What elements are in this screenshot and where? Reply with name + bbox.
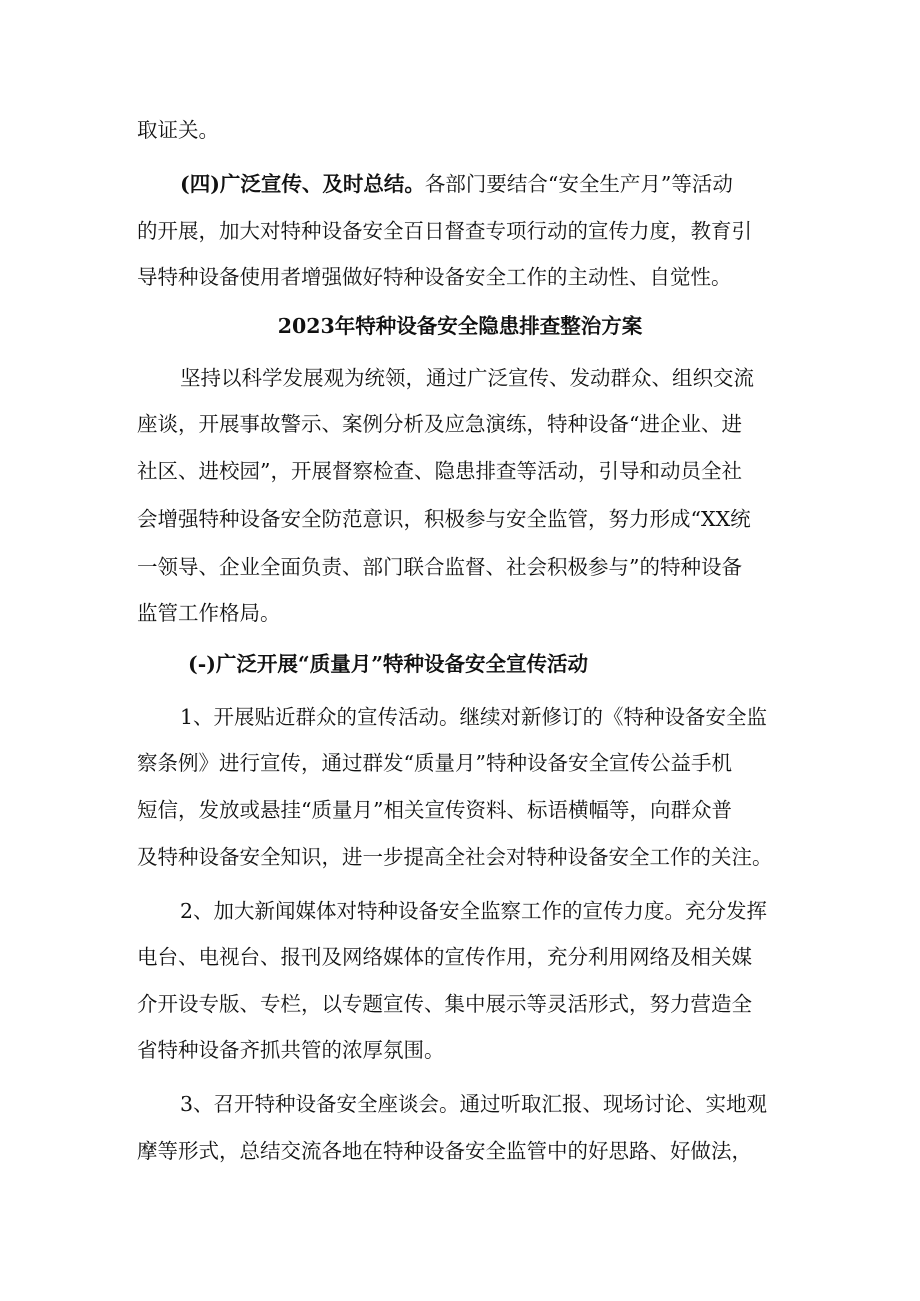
paragraph-line: 社区、进校园”，开展督察检查、隐患排查等活动，引导和动员全社: [137, 459, 742, 483]
section-heading: (-)广泛开展“质量月”特种设备安全宣传活动: [188, 652, 588, 676]
paragraph-lead: (四)广泛宣传、及时总结。: [180, 172, 425, 196]
paragraph-line: 会增强特种设备安全防范意识，积极参与安全监管，努力形成“XX统: [137, 507, 751, 531]
paragraph-line: 摩等形式，总结交流各地在特种设备安全监管中的好思路、好做法，: [137, 1139, 752, 1163]
paragraph-line: 及特种设备安全知识，进一步提高全社会对特种设备安全工作的关注。: [137, 845, 773, 869]
paragraph-line: 察条例》进行宣传，通过群发“质量月”特种设备安全宣传公益手机: [137, 751, 732, 775]
paragraph-line: [180, 170, 733, 198]
paragraph-line: 电台、电视台、报刊及网络媒体的宣传作用，充分利用网络及相关媒: [137, 945, 752, 969]
paragraph-line: 取证关。: [137, 118, 219, 142]
paragraph-line: 导特种设备使用者增强做好特种设备安全工作的主动性、自觉性。: [137, 265, 732, 289]
paragraph-line: 1、开展贴近群众的宣传活动。继续对新修订的《特种设备安全监: [180, 705, 768, 729]
paragraph-line: 短信，发放或悬挂“质量月”相关宣传资料、标语横幅等，向群众普: [137, 798, 732, 822]
paragraph-line: 坚持以科学发展观为统领，通过广泛宣传、发动群众、组织交流: [180, 366, 754, 390]
paragraph-line: 的开展，加大对特种设备安全百日督查专项行动的宣传力度，教育引: [137, 219, 752, 243]
paragraph-line: 监管工作格局。: [137, 601, 281, 625]
paragraph-line: 省特种设备齐抓共管的浓厚氛围。: [137, 1038, 445, 1062]
paragraph-line: 2、加大新闻媒体对特种设备安全监察工作的宣传力度。充分发挥: [180, 899, 768, 923]
document-title: 2023年特种设备安全隐患排查整治方案: [277, 314, 643, 338]
paragraph-line: 一领导、企业全面负责、部门联合监督、社会积极参与”的特种设备: [137, 555, 742, 579]
paragraph-line: 3、召开特种设备安全座谈会。通过听取汇报、现场讨论、实地观: [180, 1092, 768, 1116]
paragraph-text: 各部门要结合“安全生产月”等活动: [424, 172, 733, 196]
paragraph-line: 介开设专版、专栏，以专题宣传、集中展示等灵活形式，努力营造全: [137, 992, 752, 1016]
paragraph-line: 座谈，开展事故警示、案例分析及应急演练，特种设备“进企业、进: [137, 412, 742, 436]
